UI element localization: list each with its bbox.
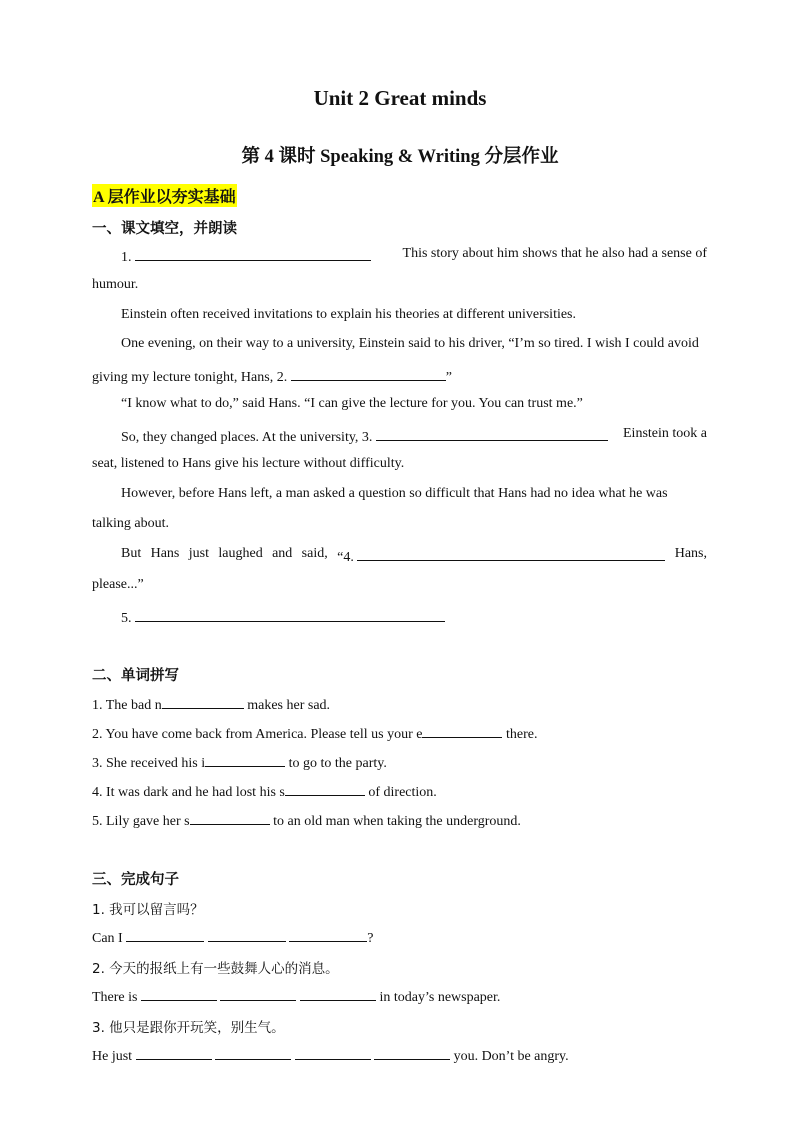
sentence-2-blank-1[interactable] [141, 986, 217, 1001]
page-subtitle: 第 4 课时 Speaking & Writing 分层作业 [241, 147, 559, 167]
passage-line-6: “I know what to do,” said Hans. “I can give the lecture for you. You can trust me.” [121, 396, 583, 411]
sentence-3-blank-2[interactable] [215, 1045, 291, 1060]
spelling-blank-5[interactable] [190, 810, 270, 825]
item-text: 2. You have come back from America. Please tell us your e [92, 727, 423, 742]
sentence-2-blank-2[interactable] [220, 986, 296, 1001]
spelling-blank-1[interactable] [162, 694, 244, 709]
spelling-blank-3[interactable] [205, 752, 285, 767]
blank-1-number: 1. [121, 250, 132, 265]
passage-line-11 [121, 546, 707, 566]
item-text: 5. Lily gave her s [92, 814, 190, 829]
item-text: makes her sad. [243, 698, 331, 713]
passage-line-13 [121, 607, 445, 627]
spelling-item-4 [92, 781, 437, 801]
passage-word: Hans, [674, 546, 707, 561]
sentence-1-blank-2[interactable] [208, 927, 286, 942]
blank-4[interactable] [357, 546, 665, 561]
sentence-2-chinese: 2. 今天的报纸上有一些鼓舞人心的消息。 [92, 961, 339, 977]
passage-line-2: humour. [92, 277, 139, 292]
blank-5-number: 5. [121, 611, 132, 626]
blank-4-number: “4. [337, 550, 354, 565]
sentence-3-english [92, 1045, 569, 1065]
passage-word: Hans [150, 546, 180, 561]
item-text: to an old man when taking the underground. [269, 814, 521, 829]
passage-text: So, they changed places. At the university, 3. [121, 430, 373, 445]
section2-heading: 二、单词拼写 [92, 668, 179, 684]
blank-5[interactable] [135, 607, 445, 622]
page-title: Unit 2 Great minds [313, 86, 487, 110]
blank-2[interactable] [291, 366, 446, 381]
sentence-2-blank-3[interactable] [300, 986, 376, 1001]
spelling-item-2 [92, 723, 537, 743]
passage-word: just [188, 546, 209, 561]
sentence-3-chinese: 3. 他只是跟你开玩笑，别生气。 [92, 1020, 285, 1036]
passage-text: Einstein took a [623, 426, 707, 441]
passage-line-9: However, before Hans left, a man asked a question so difficult that Hans had no idea what he was [121, 486, 668, 501]
section3-heading: 三、完成句子 [92, 872, 179, 888]
passage-text: This story about him shows that he also had a sense of [402, 246, 707, 261]
passage-line-1 [121, 246, 707, 266]
passage-line-12: please...” [92, 577, 144, 592]
passage-text: giving my lecture tonight, Hans, 2. [92, 370, 288, 385]
spelling-blank-4[interactable] [285, 781, 365, 796]
sentence-1-blank-3[interactable] [289, 927, 367, 942]
level-a-heading: A 层作业以夯实基础 [92, 184, 237, 207]
spelling-item-1 [92, 694, 330, 714]
sentence-text: There is [92, 990, 138, 1005]
item-text: there. [502, 727, 538, 742]
section1-heading: 一、课文填空，并朗读 [92, 221, 237, 237]
sentence-3-blank-4[interactable] [374, 1045, 450, 1060]
sentence-text: you. Don’t be angry. [453, 1049, 569, 1064]
spelling-blank-2[interactable] [422, 723, 502, 738]
passage-line-5 [92, 366, 452, 386]
sentence-1-chinese: 1. 我可以留言吗？ [92, 902, 204, 918]
sentence-text: in today’s newspaper. [379, 990, 501, 1005]
spelling-item-3 [92, 752, 387, 772]
passage-word: and [272, 546, 293, 561]
sentence-text: Can I [92, 931, 123, 946]
sentence-3-blank-3[interactable] [295, 1045, 371, 1060]
passage-word: said, [301, 546, 328, 561]
passage-word: laughed [218, 546, 263, 561]
item-text: 4. It was dark and he had lost his s [92, 785, 285, 800]
sentence-2-english [92, 986, 500, 1006]
passage-line-7 [121, 426, 707, 446]
sentence-text: He just [92, 1049, 133, 1064]
sentence-text: ? [367, 931, 374, 946]
blank-1[interactable] [135, 246, 371, 261]
blank-3[interactable] [376, 426, 608, 441]
item-text: 1. The bad n [92, 698, 162, 713]
passage-line-3: Einstein often received invitations to explain his theories at different universities. [121, 307, 577, 322]
passage-line-10: talking about. [92, 516, 169, 531]
spelling-item-5 [92, 810, 521, 830]
sentence-3-blank-1[interactable] [136, 1045, 212, 1060]
passage-word: But [121, 546, 142, 561]
passage-line-4: One evening, on their way to a university, Einstein said to his driver, “I’m so tired. I wish I could avoid [121, 336, 699, 351]
item-text: of direction. [364, 785, 437, 800]
item-text: 3. She received his i [92, 756, 206, 771]
item-text: to go to the party. [285, 756, 387, 771]
sentence-1-english [92, 927, 373, 947]
sentence-1-blank-1[interactable] [126, 927, 204, 942]
passage-line-8: seat, listened to Hans give his lecture without difficulty. [92, 456, 405, 471]
passage-text: ” [445, 370, 452, 385]
